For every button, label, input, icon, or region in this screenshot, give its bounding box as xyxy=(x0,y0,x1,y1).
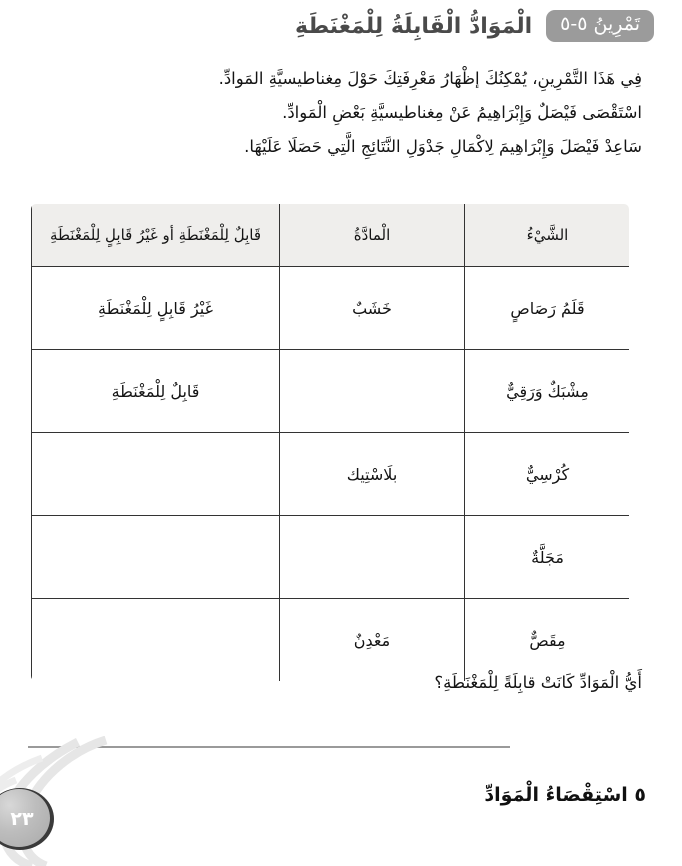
table-header-row xyxy=(31,203,631,267)
table-body xyxy=(31,267,631,683)
cell-thing: مِقَصٌّ xyxy=(465,599,632,683)
cell-material[interactable]: بلَاسْتِيك xyxy=(280,433,465,516)
follow-up-question: أَيُّ الْمَوَادِّ كَانَتْ قابِلَةً لِلْمَغْنَطَةِ؟ xyxy=(434,673,642,692)
cell-thing: قَلَمُ رَصَاصٍ xyxy=(465,267,632,350)
page-number: ٢٣ xyxy=(10,808,34,830)
chapter-label: ٥ اسْتِقْصَاءُ الْمَوَادِّ xyxy=(484,784,646,806)
cell-material[interactable]: مَعْدِنٌ xyxy=(280,599,465,683)
cell-material[interactable] xyxy=(280,516,465,599)
page-header xyxy=(28,4,654,48)
footer-divider xyxy=(28,746,510,748)
intro-line-3: سَاعِدْ فَيْصَلَ وَإِبْرَاهِيمَ لِاكْمَالِ جَدْوَلِ النَّتَائِجِ الَّتِي حَصَلَا عَلَيْهَا. xyxy=(244,137,642,156)
table-row xyxy=(31,516,631,599)
cell-answer[interactable]: غَيْرُ قَابِلٍ لِلْمَغْنَطَةِ xyxy=(31,267,280,350)
results-table-container xyxy=(49,202,631,683)
intro-paragraph xyxy=(44,62,642,164)
cell-material[interactable]: خَشَبٌ xyxy=(280,267,465,350)
column-header-answer: قَابِلٌ لِلْمَغْنَطَةِ أو غَيْرُ قَابِلٍ لِلْمَغْنَطَةِ xyxy=(31,203,280,267)
intro-line-1: فِي هَذَا التَّمْرِينِ، يُمْكِنُكَ إظْهَارُ مَعْرِفَتِكَ حَوْلَ مِغناطيسيَّةِ المَوادِّ. xyxy=(218,69,642,88)
cell-answer[interactable]: قَابِلٌ لِلْمَغْنَطَةِ xyxy=(31,350,280,433)
results-table xyxy=(29,202,631,683)
page-number-badge xyxy=(0,788,54,850)
cell-thing: مَجَلَّةٌ xyxy=(465,516,632,599)
table-row xyxy=(31,267,631,350)
table-row xyxy=(31,350,631,433)
cell-material[interactable] xyxy=(280,350,465,433)
intro-line-2: اسْتَقْصَى فَيْصَلٌ وَإِبْرَاهِيمُ عَنْ مِغناطيسيَّةِ بَعْضِ الْمَوادِّ. xyxy=(282,103,642,122)
column-header-thing: الشَّيْءُ xyxy=(465,203,632,267)
page-title: الْمَوَادُّ الْقَابِلَةُ لِلْمَغْنَطَةِ xyxy=(295,13,533,39)
table-header xyxy=(31,203,631,267)
exercise-number-badge: تَمْرِينُ ٥-٥ xyxy=(546,10,654,42)
column-header-material: الْمادَّةُ xyxy=(280,203,465,267)
cell-answer[interactable] xyxy=(31,516,280,599)
cell-answer[interactable] xyxy=(31,433,280,516)
cell-thing: مِشْبَكٌ وَرَقِيٌّ xyxy=(465,350,632,433)
cell-thing: كُرْسِيٌّ xyxy=(465,433,632,516)
table-row xyxy=(31,433,631,516)
